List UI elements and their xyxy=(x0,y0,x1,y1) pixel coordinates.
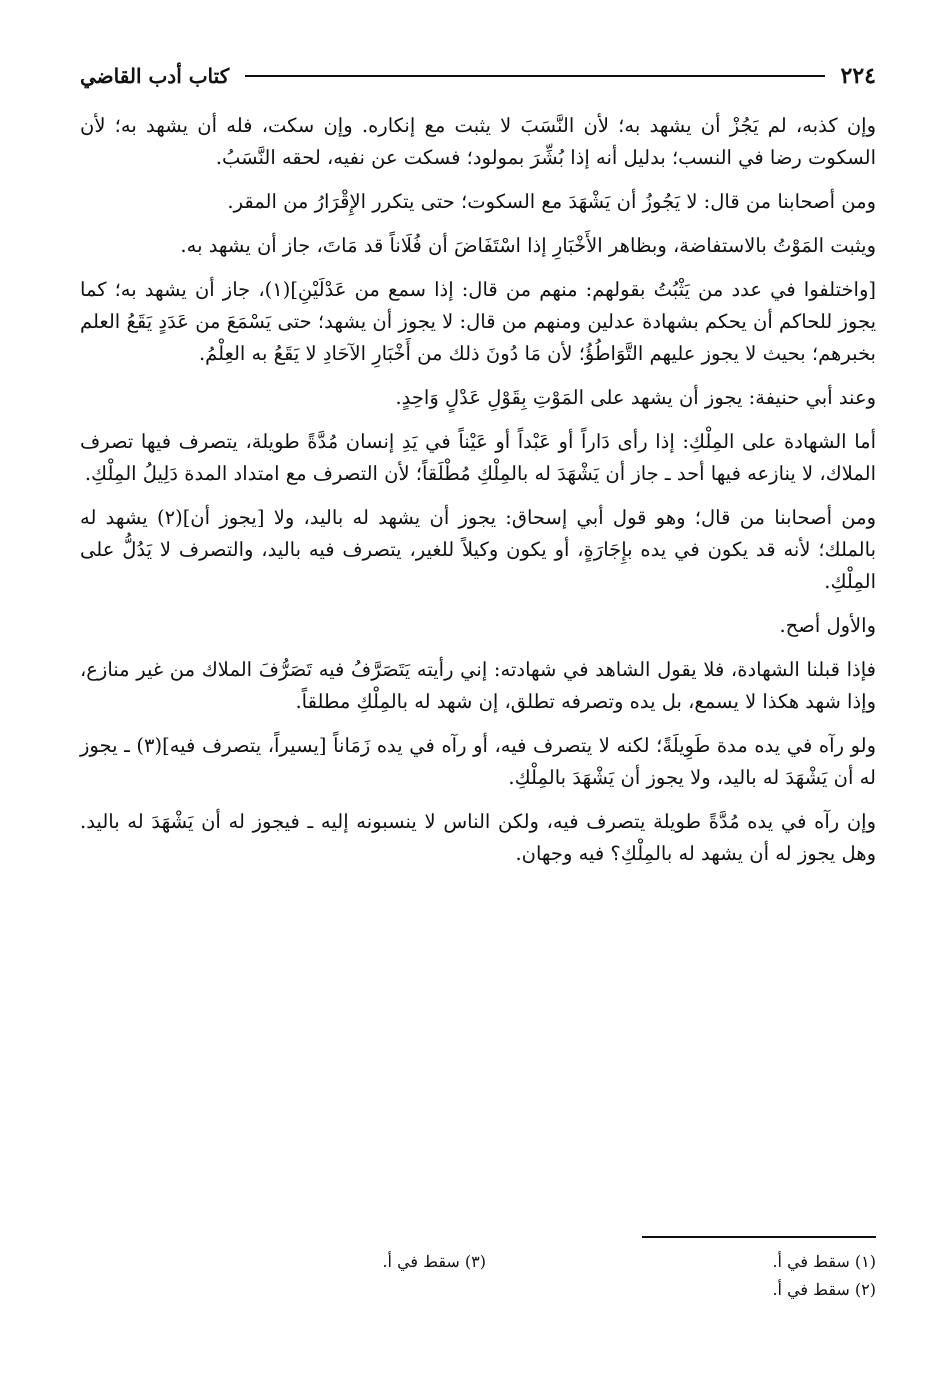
footnote-separator xyxy=(642,1236,876,1238)
page xyxy=(80,58,876,1348)
paragraph: ومن أصحابنا من قال: لا يَجُوزُ أن يَشْهَدَ مع السكوت؛ حتى يتكرر الإِقْرَارُ من المقر. xyxy=(227,190,876,213)
paragraph: أما الشهادة على المِلْكِ: إذا رأى دَاراً أو عَبْداً أو عَيْناً في يَدِ إنسان مُدَّةً طويلة، يتصرف فيها تصرف الملاك، لا ينازعه فيها أحد ـ جاز أن يَشْهَدَ له بالمِلْكِ مُطْلَقاً؛ لأن التصرف مع امتداد المدة دَلِيلُ المِلْكِ. xyxy=(80,430,876,485)
paragraph: فإذا قبلنا الشهادة، فلا يقول الشاهد في شهادته: إني رأيته يَتَصَرَّفُ فيه تَصَرُّفَ الملاك من غير منازع، وإذا شهد هكذا لا يسمع، بل يده وتصرفه تطلق، إن شهد له بالمِلْكِ مطلقاً. xyxy=(80,658,876,713)
header-rule xyxy=(245,75,824,77)
paragraph: ولو رآه في يده مدة طَوِيلَةً؛ لكنه لا يتصرف فيه، أو رآه في يده زَمَاناً [يسيراً، يتصرف فيه](٣) ـ يجوز له أن يَشْهَدَ له باليد، ولا يجوز أن يَشْهَدَ بالمِلْكِ. xyxy=(80,734,876,789)
paragraph: [واختلفوا في عدد من يَثْبُتُ بقولهم: منهم من قال: إذا سمع من عَدْلَيْنِ](١)، جاز أن يشهد به؛ كما يجوز للحاكم أن يحكم بشهادة عدلين ومنهم من قال: لا يجوز أن يشهد؛ حتى يَسْمَعَ من عَدَدٍ يَقَعُ العلم بخبرهم؛ بحيث لا يجوز عليهم التَّوَاطُؤُ؛ لأن مَا دُونَ ذلك من أَخْبَارِ الآحَادِ لا يَقَعُ به العِلْمُ. xyxy=(80,278,876,365)
paragraph: وإن كذبه، لم يَجُزْ أن يشهد به؛ لأن النَّسَبَ لا يثبت مع إنكاره. وإن سكت، فله أن يشهد به؛ لأن السكوت رضا في النسب؛ بدليل أنه إذا بُشِّرَ بمولود؛ فسكت عن نفيه، لحقه النَّسَبُ. xyxy=(80,114,876,169)
paragraph: ومن أصحابنا من قال؛ وهو قول أبي إسحاق: يجوز أن يشهد له باليد، ولا [يجوز أن](٢) يشهد له بالملك؛ لأنه قد يكون في يده بإِجَارَةٍ، أو يكون وكيلاً للغير، يتصرف فيه باليد، والتصرف لا يَدُلُّ على المِلْكِ. xyxy=(80,506,877,593)
footnote-2: (٢) سقط في أ. xyxy=(772,1280,876,1299)
book-title: كتاب أدب القاضي xyxy=(80,64,230,88)
paragraph: والأول أصح. xyxy=(779,614,876,637)
footnote-3: (٣) سقط في أ. xyxy=(382,1252,486,1271)
running-header xyxy=(80,58,876,94)
paragraph: وعند أبي حنيفة: يجوز أن يشهد على المَوْتِ بِقَوْلِ عَدْلٍ وَاحِدٍ. xyxy=(395,386,876,409)
footnote-1: (١) سقط في أ. xyxy=(772,1252,876,1271)
main-text xyxy=(80,110,876,882)
page-number: ٢٢٤ xyxy=(840,63,876,89)
paragraph: وإن رآه في يده مُدَّةً طويلة يتصرف فيه، ولكن الناس لا ينسبونه إليه ـ فيجوز له أن يَشْهَدَ له باليد. وهل يجوز له أن يشهد له بالمِلْكِ؟ فيه وجهان. xyxy=(80,810,876,865)
paragraph: ويثبت المَوْتُ بالاستفاضة، وبظاهر الأَخْبَارِ إذا اسْتَفَاضَ أن فُلَاناً قد مَاتَ، جاز أن يشهد به. xyxy=(180,234,876,257)
